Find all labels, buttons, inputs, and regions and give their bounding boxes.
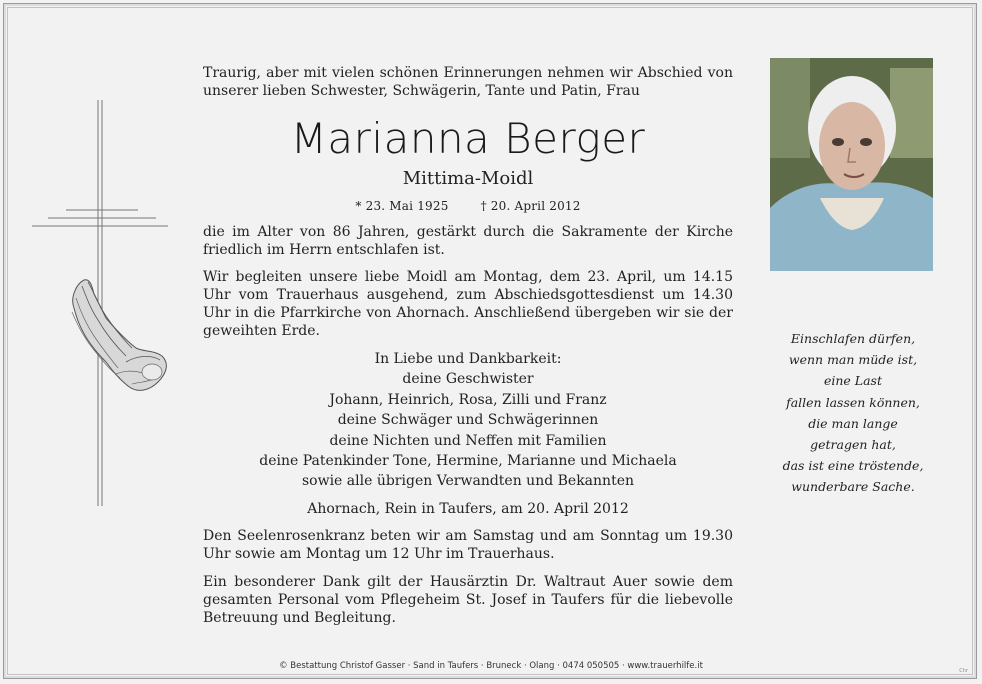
portrait-image-icon — [770, 58, 933, 271]
death-date: † 20. April 2012 — [480, 199, 581, 213]
poem-line: wenn man müde ist, — [788, 352, 918, 368]
portrait-photo — [770, 58, 933, 271]
place-date: Ahornach, Rein in Taufers, am 20. April 2012 — [307, 500, 629, 517]
deceased-name: Marianna Berger — [290, 114, 646, 163]
family-line: deine Nichten und Neffen mit Familien — [329, 432, 607, 449]
cross-with-praying-hands-icon — [28, 96, 173, 512]
life-dates — [203, 198, 733, 214]
birth-date: * 23. Mai 1925 — [355, 199, 449, 213]
artist-credit: Chr — [959, 668, 968, 674]
praying-hands-icon — [72, 280, 166, 391]
paragraph-thanks: Ein besonderer Dank gilt der Hausärztin Dr. Waltraut Auer sowie dem gesamten Personal vom Pflegeheim St. Josef in Taufers für die liebevolle Betreuung und Begleitung. — [203, 573, 733, 626]
nickname: Mittima-Moidl — [402, 168, 534, 189]
family-list — [203, 349, 733, 492]
family-line: Johann, Heinrich, Rosa, Zilli und Franz — [329, 391, 607, 408]
family-line: In Liebe und Dankbarkeit: — [374, 351, 562, 367]
poem-line: eine Last — [823, 373, 882, 389]
poem-line: getragen hat, — [810, 437, 896, 453]
notice-body — [203, 64, 733, 627]
poem — [760, 328, 946, 498]
poem-line: Einschlafen dürfen, — [790, 331, 916, 346]
footer-credits: © Bestattung Christof Gasser · Sand in Taufers · Bruneck · Olang · 0474 050505 · www.trauerhilfe.it — [279, 661, 703, 671]
family-line: deine Schwäger und Schwägerinnen — [337, 412, 599, 429]
family-line: deine Patenkinder Tone, Hermine, Marianne und Michaela — [259, 453, 677, 470]
poem-line: fallen lassen können, — [786, 394, 920, 410]
intro-text: Traurig, aber mit vielen schönen Erinnerungen nehmen wir Abschied von unserer lieben Schwester, Schwägerin, Tante und Patin, Frau — [203, 65, 733, 99]
paragraph-age: die im Alter von 86 Jahren, gestärkt durch die Sakramente der Kirche friedlich im Herrn entschlafen ist. — [203, 224, 733, 258]
poem-line: wunderbare Sache. — [791, 479, 915, 495]
paragraph-funeral: Wir begleiten unsere liebe Moidl am Montag, dem 23. April, um 14.15 Uhr vom Trauerhaus ausgehend, zum Abschiedsgottesdienst um 14.30 Uhr in die Pfarrkirche von Ahornach. Anschließend übergeben wir sie der geweihten Erde. — [203, 269, 733, 339]
poem-line: das ist eine tröstende, — [782, 458, 924, 474]
paragraph-rosary: Den Seelenrosenkranz beten wir am Samstag und am Sonntag um 19.30 Uhr sowie am Montag um 12 Uhr im Trauerhaus. — [203, 527, 733, 562]
family-line: sowie alle übrigen Verwandten und Bekannten — [301, 473, 634, 490]
family-line: deine Geschwister — [402, 371, 534, 388]
poem-line: die man lange — [808, 415, 898, 431]
